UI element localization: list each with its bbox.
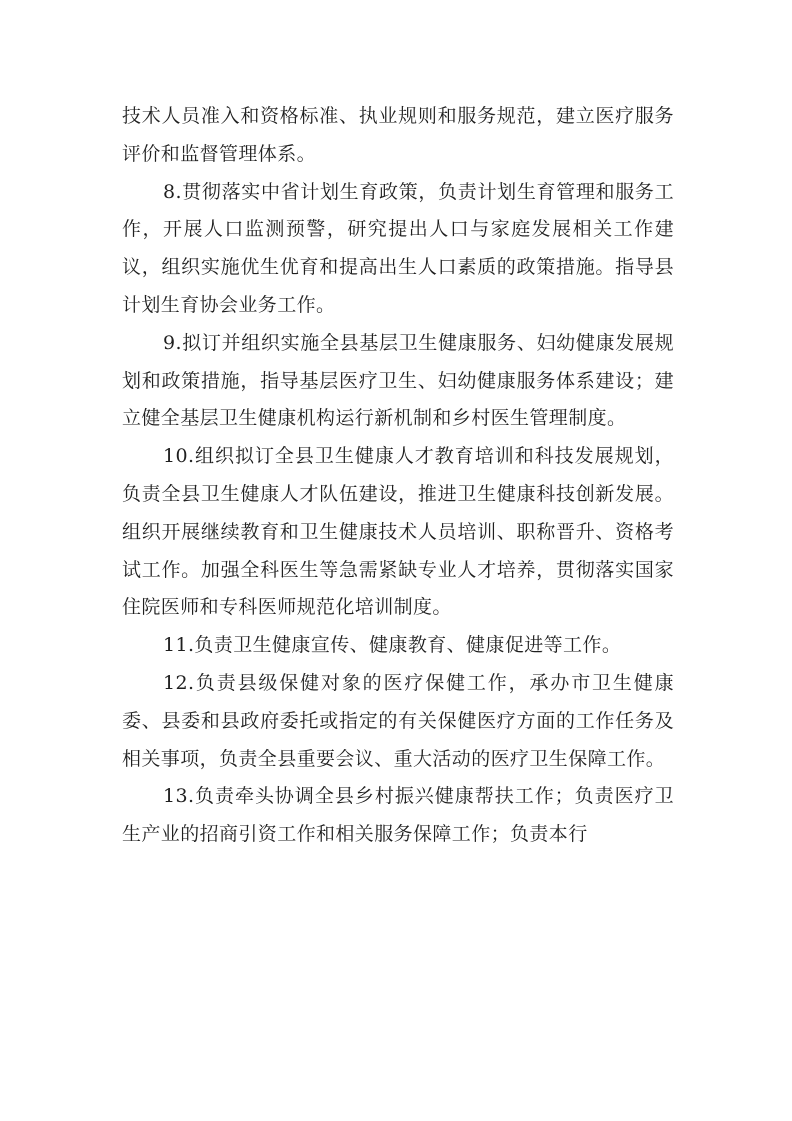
paragraph-item-12: 12.负责县级保健对象的医疗保健工作，承办市卫生健康委、县委和县政府委托或指定的有关保健医疗方面的工作任务及相关事项，负责全县重要会议、重大活动的医疗卫生保障工作。: [122, 671, 674, 770]
paragraph-continuation: 技术人员准入和资格标准、执业规则和服务规范，建立医疗服务评价和监督管理体系。: [122, 105, 674, 165]
document-body: [122, 98, 674, 854]
paragraph-item-11: 11.负责卫生健康宣传、健康教育、健康促进等工作。: [163, 634, 622, 657]
paragraph-item-8: 8.贯彻落实中省计划生育政策，负责计划生育管理和服务工作，开展人口监测预警，研究提出人口与家庭发展相关工作建议，组织实施优生优育和提高出生人口素质的政策措施。指导县计划生育协会业务工作。: [122, 180, 674, 316]
paragraph-item-9: 9.拟订并组织实施全县基层卫生健康服务、妇幼健康发展规划和政策措施，指导基层医疗卫生、妇幼健康服务体系建设；建立健全基层卫生健康机构运行新机制和乡村医生管理制度。: [122, 331, 674, 430]
paragraph-item-13: 13.负责牵头协调全县乡村振兴健康帮扶工作；负责医疗卫生产业的招商引资工作和相关服务保障工作；负责本行: [122, 785, 674, 846]
paragraph-item-10: 10.组织拟订全县卫生健康人才教育培训和科技发展规划，负责全县卫生健康人才队伍建设，推进卫生健康科技创新发展。组织开展继续教育和卫生健康技术人员培训、职称晋升、资格考试工作。加强全科医生等急需紧缺专业人才培养，贯彻落实国家住院医师和专科医师规范化培训制度。: [122, 445, 674, 619]
